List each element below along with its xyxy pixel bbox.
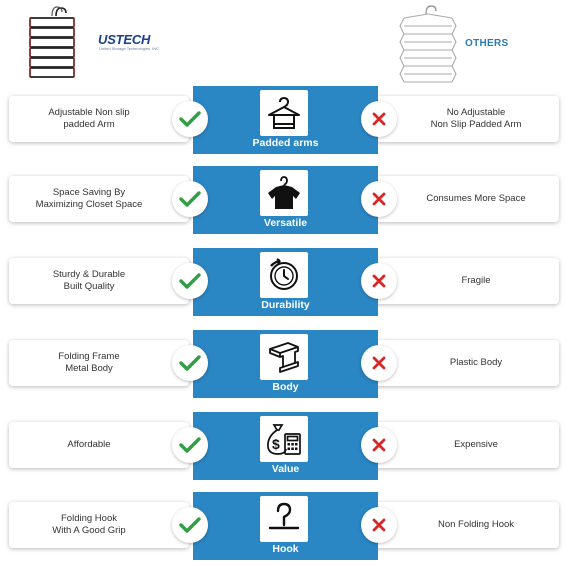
ustech-feature-text: Sturdy & Durable Built Quality <box>9 258 189 304</box>
others-feature-text: Non Folding Hook <box>369 502 559 548</box>
shirt-on-hanger-icon <box>260 170 308 216</box>
feature-label: Versatile <box>263 217 308 229</box>
brand-name: USTECH <box>98 32 151 47</box>
comparison-row-body <box>0 330 569 398</box>
brand-tagline: United Storage Technologies, INC <box>99 46 160 51</box>
ustech-feature-text: Adjustable Non slip padded Arm <box>9 96 189 142</box>
feature-label: Durability <box>261 299 310 311</box>
others-feature-text: Consumes More Space <box>369 176 559 222</box>
hanger-with-towel-icon <box>260 90 308 136</box>
comparison-row-durability <box>0 248 569 316</box>
cross-icon <box>361 263 397 299</box>
check-icon <box>172 427 208 463</box>
comparison-row-hook <box>0 492 569 560</box>
cross-icon <box>361 507 397 543</box>
others-label: OTHERS <box>465 38 509 49</box>
feature-panel <box>193 86 378 154</box>
feature-panel <box>193 492 378 560</box>
others-feature-text: Fragile <box>369 258 559 304</box>
ustech-feature-text: Folding Hook With A Good Grip <box>9 502 189 548</box>
steel-beam-icon <box>260 334 308 380</box>
ustech-feature-text: Affordable <box>9 422 189 468</box>
clock-timer-icon <box>260 252 308 298</box>
comparison-row-padded-arms <box>0 86 569 154</box>
others-feature-text: No Adjustable Non Slip Padded Arm <box>369 96 559 142</box>
check-icon <box>172 263 208 299</box>
feature-panel <box>193 412 378 480</box>
check-icon <box>172 101 208 137</box>
others-feature-text: Expensive <box>369 422 559 468</box>
others-hanger-image <box>396 2 460 86</box>
header <box>0 0 569 86</box>
cross-icon <box>361 427 397 463</box>
cross-icon <box>361 345 397 381</box>
feature-label: Hook <box>272 543 299 555</box>
cross-icon <box>361 101 397 137</box>
feature-label: Value <box>271 463 300 475</box>
check-icon <box>172 345 208 381</box>
feature-panel <box>193 330 378 398</box>
money-bag-calculator-icon <box>260 416 308 462</box>
feature-label: Body <box>272 381 299 393</box>
ustech-feature-text: Folding Frame Metal Body <box>9 340 189 386</box>
comparison-row-value <box>0 412 569 480</box>
feature-panel <box>193 248 378 316</box>
ustech-logo <box>98 33 159 51</box>
comparison-row-versatile <box>0 166 569 234</box>
cross-icon <box>361 181 397 217</box>
feature-label: Padded arms <box>252 137 319 149</box>
check-icon <box>172 181 208 217</box>
ustech-hanger-image <box>22 2 84 82</box>
feature-panel <box>193 166 378 234</box>
ustech-feature-text: Space Saving By Maximizing Closet Space <box>9 176 189 222</box>
hook-icon <box>260 496 308 542</box>
svg-text:$: $ <box>272 436 280 452</box>
check-icon <box>172 507 208 543</box>
others-feature-text: Plastic Body <box>369 340 559 386</box>
